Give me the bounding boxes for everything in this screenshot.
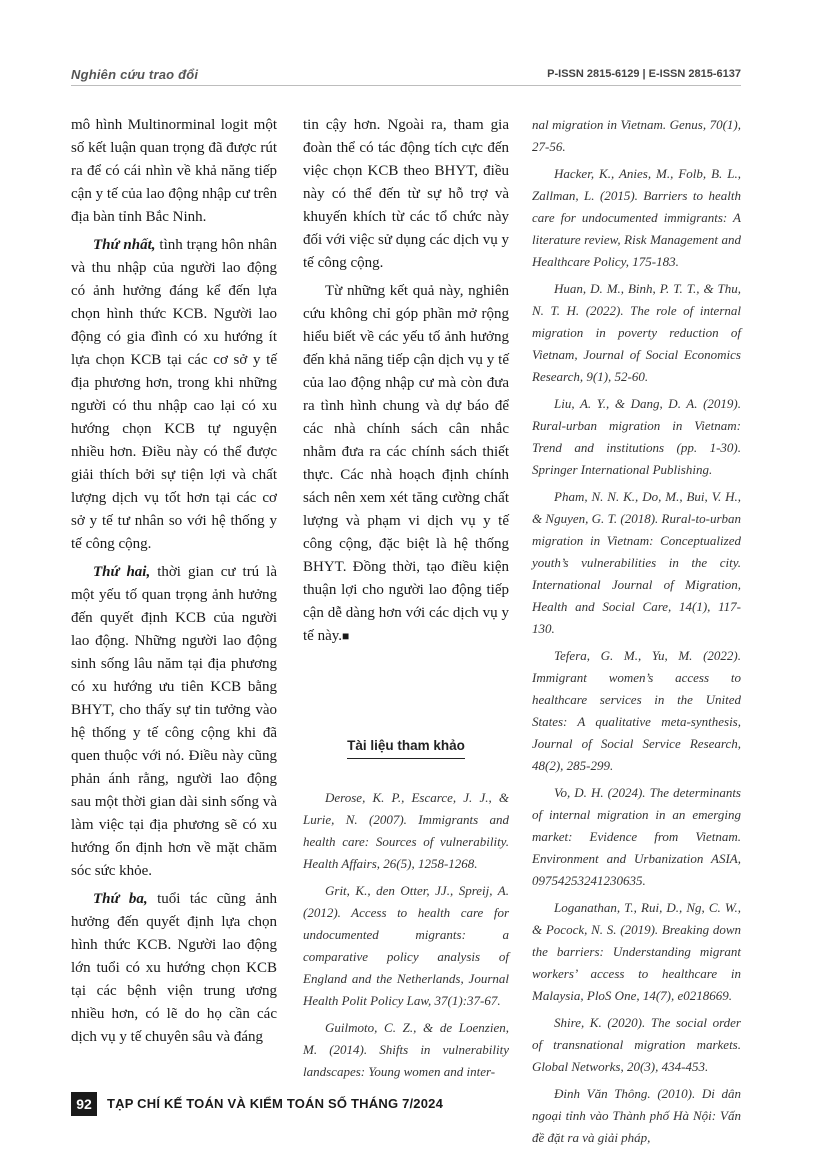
section-title: Nghiên cứu trao đổi — [71, 67, 199, 82]
journal-title: TẠP CHÍ KẾ TOÁN VÀ KIỂM TOÁN SỐ THÁNG 7/2024 — [107, 1096, 444, 1111]
issn-label: P-ISSN 2815-6129 | E-ISSN 2815-6137 — [547, 68, 741, 80]
paragraph — [71, 561, 277, 883]
paragraph-lead: Thứ hai, — [93, 564, 151, 580]
references-title: Tài liệu tham khảo — [347, 738, 465, 759]
reference-item: Derose, K. P., Escarce, J. J., & Lurie, N. (2007). Immigrants and health care: Sources of vulnerability. Health Affairs, 26(5), 1258-1268. — [303, 790, 509, 871]
reference-item-continued: nal migration in Vietnam. Genus, 70(1), 27-56. — [532, 117, 741, 154]
paragraph — [71, 888, 277, 1049]
paragraph-text: tuổi tác cũng ảnh hưởng đến quyết định lựa chọn hình thức KCB. Người lao động lớn tuổi có xu hướng chọn KCB tại các bệnh viện trung ương nhiều hơn, có lẽ do họ cần các dịch vụ y tế chuyên sâu và đáng — [71, 891, 277, 1045]
paragraph — [303, 280, 509, 648]
references-heading — [303, 737, 509, 759]
reference-item: Huan, D. M., Binh, P. T. T., & Thu, N. T. H. (2022). The role of internal migration in poverty reduction of Vietnam, Journal of Social Economics Research, 9(1), 52-60. — [532, 281, 741, 384]
references-list-column-3 — [532, 114, 741, 1154]
end-mark-icon: ■ — [342, 629, 350, 643]
header-divider — [71, 85, 741, 86]
reference-item: Pham, N. N. K., Do, M., Bui, V. H., & Nguyen, G. T. (2018). Rural-to-urban migration in Vietnam: Conceptualized youth’s vulnerabilities in the city. International Journal of Migration, Health and Social Care, 14(1), 117-130. — [532, 489, 741, 636]
page-header — [71, 64, 741, 88]
paragraph-text: thời gian cư trú là một yếu tố quan trọng ảnh hưởng đến quyết định KCB của người lao động. Những người lao động sinh sống lâu năm tại địa phương có xu hướng ưu tiên KCB bằng BHYT, cho thấy sự tin tưởng vào hệ thống y tế công cộng khi đã quen thuộc với nó. Điều này cũng phản ánh rằng, người lao động sau một thời gian dài sinh sống và làm việc tại địa phương sẽ có xu hướng ổn định hơn về mặt chăm sóc sức khỏe. — [71, 564, 277, 879]
reference-item: Shire, K. (2020). The social order of transnational migration markets. Global Networks, 20(3), 434-453. — [532, 1015, 741, 1074]
reference-item: Loganathan, T., Rui, D., Ng, C. W., & Pocock, N. S. (2019). Breaking down the barriers: Understanding migrant workers’ access to healthcare in Malaysia, PloS One, 14(7), e0218669. — [532, 900, 741, 1003]
paragraph-text: Từ những kết quả này, nghiên cứu không chỉ góp phần mở rộng hiểu biết về các yếu tố ảnh hưởng đến khả năng tiếp cận dịch vụ y tế của lao động nhập cư mà còn đưa ra tình hình chung và dự báo để các nhà chính sách cân nhắc nhằm đưa ra các chính sách thiết thực. Các nhà hoạch định chính sách nên xem xét tăng cường chất lượng và phạm vi dịch vụ y tế công cộng, đặc biệt là hệ thống BHYT. Đồng thời, tạo điều kiện thuận lợi cho người lao động tiếp cận dễ dàng hơn với các dịch vụ y tế này. — [303, 283, 509, 644]
body-column-1 — [71, 114, 277, 1049]
paragraph-lead: Thứ ba, — [93, 891, 148, 907]
reference-item: Vo, D. H. (2024). The determinants of internal migration in an emerging market: Evidence from Vietnam. Environment and Urbanization ASIA, 09754253241230635. — [532, 785, 741, 888]
reference-item: Đinh Văn Thông. (2010). Di dân ngoại tỉnh vào Thành phố Hà Nội: Vấn đề đặt ra và giải pháp, — [532, 1086, 741, 1145]
paragraph: tin cậy hơn. Ngoài ra, tham gia đoàn thể có tác động tích cực đến việc chọn KCB theo BHYT, điều này có thể đến từ sự hỗ trợ và khuyến khích từ các tổ chức này đối với việc sử dụng các dịch vụ y tế công cộng. — [303, 117, 510, 271]
paragraph — [71, 234, 277, 556]
paragraph-text: tình trạng hôn nhân và thu nhập của người lao động có ảnh hưởng đáng kể đến lựa chọn hình thức KCB. Người lao động có gia đình có xu hướng ít lựa chọn KCB tại các cơ sở y tế địa phương hơn, trong khi những người có thu nhập cao lại có xu hướng chọn KCB tự nguyện nhiều hơn. Điều này có thể được giải thích bởi sự tiện lợi và chất lượng dịch vụ tốt hơn tại các cơ sở y tế tư nhân so với hệ thống y tế công cộng. — [71, 237, 277, 552]
paragraph-lead: Thứ nhất, — [93, 237, 156, 253]
body-column-2 — [303, 114, 509, 648]
reference-item: Hacker, K., Anies, M., Folb, B. L., Zallman, L. (2015). Barriers to health care for undocumented immigrants: A literature review, Risk Management and Healthcare Policy, 175-183. — [532, 166, 741, 269]
reference-item: Grit, K., den Otter, JJ., Spreij, A. (2012). Access to health care for undocumented migrants: a comparative policy analysis of England and the Netherlands, Journal Health Polit Policy Law, 37(1):37-67. — [303, 883, 509, 1008]
reference-item: Liu, A. Y., & Dang, D. A. (2019). Rural-urban migration in Vietnam: Trend and institutions (pp. 1-30). Springer International Publishing. — [532, 396, 741, 477]
reference-item: Guilmoto, C. Z., & de Loenzien, M. (2014). Shifts in vulnerability landscapes: Young women and inter- — [303, 1020, 509, 1079]
paragraph: mô hình Multinorminal logit một số kết luận quan trọng đã được rút ra để có cái nhìn về khả năng tiếp cận y tế của lao động nhập cư trên địa bàn tỉnh Bắc Ninh. — [71, 117, 277, 225]
reference-item: Tefera, G. M., Yu, M. (2022). Immigrant women’s access to healthcare services in the United States: A qualitative meta-synthesis, Journal of Social Service Research, 48(2), 285-299. — [532, 648, 741, 773]
page-number: 92 — [71, 1092, 97, 1116]
references-list-column-2 — [303, 787, 509, 1088]
